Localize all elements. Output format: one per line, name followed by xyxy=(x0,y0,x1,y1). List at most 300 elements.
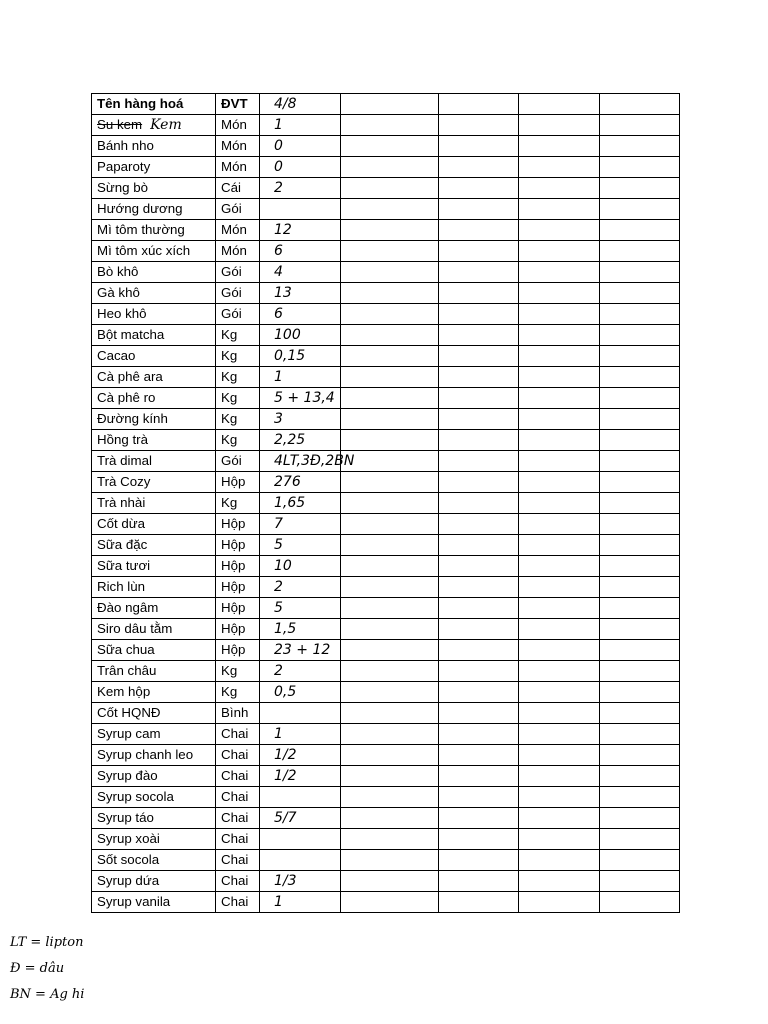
empty-cell xyxy=(341,808,439,829)
item-quantity: 0,15 xyxy=(260,346,341,367)
empty-cell xyxy=(600,409,680,430)
empty-cell xyxy=(439,745,519,766)
item-quantity: 0,5 xyxy=(260,682,341,703)
empty-cell xyxy=(600,640,680,661)
item-name-cell xyxy=(92,346,216,367)
item-quantity: 5 xyxy=(260,535,341,556)
item-unit: Kg xyxy=(216,346,260,367)
empty-cell xyxy=(519,892,600,913)
item-name-cell xyxy=(92,829,216,850)
item-unit: Chai xyxy=(216,766,260,787)
empty-cell xyxy=(600,94,680,115)
empty-cell xyxy=(439,766,519,787)
item-name: Bột matcha xyxy=(97,327,165,342)
empty-cell xyxy=(439,640,519,661)
item-unit: Kg xyxy=(216,682,260,703)
item-quantity xyxy=(260,703,341,724)
item-name: Sữa tươi xyxy=(97,558,151,573)
empty-cell xyxy=(439,94,519,115)
table-row xyxy=(92,871,680,892)
empty-cell xyxy=(519,283,600,304)
table-row xyxy=(92,325,680,346)
item-name-cell xyxy=(92,766,216,787)
item-name: Rich lùn xyxy=(97,579,146,594)
empty-cell xyxy=(519,787,600,808)
empty-cell xyxy=(439,115,519,136)
header-unit: ĐVT xyxy=(216,94,260,115)
table-row xyxy=(92,388,680,409)
empty-cell xyxy=(439,430,519,451)
item-name-cell xyxy=(92,598,216,619)
empty-cell xyxy=(439,283,519,304)
empty-cell xyxy=(519,682,600,703)
item-name-cell xyxy=(92,808,216,829)
item-name-cell xyxy=(92,157,216,178)
item-name: Mì tôm thường xyxy=(97,222,185,237)
empty-cell xyxy=(519,556,600,577)
item-name: Cà phê ara xyxy=(97,369,163,384)
table-row xyxy=(92,577,680,598)
handwritten-legend xyxy=(10,930,84,1008)
item-name: Sữa đặc xyxy=(97,537,148,552)
empty-cell xyxy=(519,262,600,283)
item-quantity: 23 + 12 xyxy=(260,640,341,661)
item-quantity: 6 xyxy=(260,304,341,325)
table-header-row xyxy=(92,94,680,115)
item-unit: Chai xyxy=(216,787,260,808)
table-row xyxy=(92,136,680,157)
empty-cell xyxy=(341,787,439,808)
table-row xyxy=(92,262,680,283)
item-name: Heo khô xyxy=(97,306,147,321)
empty-cell xyxy=(439,367,519,388)
empty-cell xyxy=(519,703,600,724)
item-name: Sừng bò xyxy=(97,180,149,195)
item-name: Gà khô xyxy=(97,285,140,300)
item-unit: Chai xyxy=(216,724,260,745)
item-name: Bánh nho xyxy=(97,138,154,153)
empty-cell xyxy=(341,115,439,136)
item-name-cell xyxy=(92,577,216,598)
item-name-cell xyxy=(92,682,216,703)
empty-cell xyxy=(519,514,600,535)
empty-cell xyxy=(519,535,600,556)
empty-cell xyxy=(519,619,600,640)
empty-cell xyxy=(600,157,680,178)
item-quantity: 5 xyxy=(260,598,341,619)
empty-cell xyxy=(519,367,600,388)
item-unit: Bình xyxy=(216,703,260,724)
item-quantity: 100 xyxy=(260,325,341,346)
item-unit: Món xyxy=(216,115,260,136)
empty-cell xyxy=(600,787,680,808)
empty-cell xyxy=(439,493,519,514)
item-quantity xyxy=(260,850,341,871)
item-name: Cốt HQNĐ xyxy=(97,705,161,720)
empty-cell xyxy=(341,430,439,451)
empty-cell xyxy=(439,451,519,472)
empty-cell xyxy=(600,556,680,577)
item-unit: Chai xyxy=(216,892,260,913)
empty-cell xyxy=(519,661,600,682)
item-unit: Hộp xyxy=(216,472,260,493)
handwritten-note: Kem xyxy=(150,117,182,133)
item-quantity: 1,5 xyxy=(260,619,341,640)
item-unit: Món xyxy=(216,220,260,241)
empty-cell xyxy=(341,241,439,262)
item-unit: Kg xyxy=(216,325,260,346)
item-unit: Hộp xyxy=(216,556,260,577)
empty-cell xyxy=(600,745,680,766)
empty-cell xyxy=(600,115,680,136)
item-name: Đào ngâm xyxy=(97,600,159,615)
item-quantity: 5/7 xyxy=(260,808,341,829)
empty-cell xyxy=(439,850,519,871)
item-name: Trà Cozy xyxy=(97,474,151,489)
item-name: Hướng dương xyxy=(97,201,183,216)
item-name: Trà nhài xyxy=(97,495,146,510)
empty-cell xyxy=(341,745,439,766)
empty-cell xyxy=(600,241,680,262)
empty-cell xyxy=(600,724,680,745)
item-name: Kem hộp xyxy=(97,684,151,699)
table-row xyxy=(92,661,680,682)
item-name: Syrup dứa xyxy=(97,873,160,888)
table-row xyxy=(92,409,680,430)
empty-cell xyxy=(341,871,439,892)
empty-cell xyxy=(341,325,439,346)
table-row xyxy=(92,493,680,514)
empty-cell xyxy=(600,850,680,871)
table-row xyxy=(92,724,680,745)
empty-cell xyxy=(341,409,439,430)
empty-cell xyxy=(519,157,600,178)
item-quantity: 12 xyxy=(260,220,341,241)
empty-cell xyxy=(600,535,680,556)
empty-cell xyxy=(600,451,680,472)
empty-cell xyxy=(519,724,600,745)
item-name-cell xyxy=(92,724,216,745)
table-row xyxy=(92,115,680,136)
table-row xyxy=(92,619,680,640)
empty-cell xyxy=(600,682,680,703)
item-name-cell xyxy=(92,745,216,766)
item-unit: Hộp xyxy=(216,535,260,556)
empty-cell xyxy=(439,682,519,703)
empty-cell xyxy=(519,199,600,220)
item-quantity: 0 xyxy=(260,157,341,178)
header-item-name: Tên hàng hoá xyxy=(92,94,216,115)
item-unit: Gói xyxy=(216,451,260,472)
item-unit: Hộp xyxy=(216,598,260,619)
empty-cell xyxy=(519,640,600,661)
empty-cell xyxy=(341,367,439,388)
item-name-cell xyxy=(92,388,216,409)
empty-cell xyxy=(341,682,439,703)
empty-cell xyxy=(341,514,439,535)
empty-cell xyxy=(519,304,600,325)
empty-cell xyxy=(341,766,439,787)
item-name-cell xyxy=(92,115,216,136)
empty-cell xyxy=(600,430,680,451)
item-name: Syrup xoài xyxy=(97,831,160,846)
empty-cell xyxy=(439,472,519,493)
item-name-cell xyxy=(92,430,216,451)
item-quantity: 1/3 xyxy=(260,871,341,892)
empty-cell xyxy=(341,199,439,220)
item-quantity xyxy=(260,199,341,220)
empty-cell xyxy=(341,220,439,241)
empty-cell xyxy=(341,136,439,157)
empty-cell xyxy=(519,829,600,850)
empty-cell xyxy=(341,892,439,913)
item-unit: Món xyxy=(216,241,260,262)
item-name-cell xyxy=(92,325,216,346)
item-name: Cốt dừa xyxy=(97,516,146,531)
item-quantity: 4LT,3Đ,2BN xyxy=(260,451,341,472)
empty-cell xyxy=(600,472,680,493)
item-quantity: 13 xyxy=(260,283,341,304)
item-name-cell xyxy=(92,619,216,640)
empty-cell xyxy=(600,493,680,514)
empty-cell xyxy=(439,829,519,850)
empty-cell xyxy=(519,241,600,262)
item-name-cell xyxy=(92,472,216,493)
empty-cell xyxy=(341,283,439,304)
item-unit: Kg xyxy=(216,661,260,682)
empty-cell xyxy=(519,577,600,598)
empty-cell xyxy=(600,514,680,535)
item-name-cell xyxy=(92,640,216,661)
legend-line: Đ = dâu xyxy=(10,961,65,976)
item-name-cell xyxy=(92,661,216,682)
empty-cell xyxy=(439,241,519,262)
item-unit: Chai xyxy=(216,850,260,871)
empty-cell xyxy=(439,598,519,619)
empty-cell xyxy=(439,325,519,346)
empty-cell xyxy=(439,703,519,724)
item-unit: Chai xyxy=(216,871,260,892)
table-row xyxy=(92,514,680,535)
empty-cell xyxy=(600,178,680,199)
empty-cell xyxy=(519,493,600,514)
item-name: Bò khô xyxy=(97,264,139,279)
empty-cell xyxy=(600,325,680,346)
item-name-cell xyxy=(92,409,216,430)
empty-cell xyxy=(439,157,519,178)
empty-cell xyxy=(341,157,439,178)
table-row xyxy=(92,892,680,913)
empty-cell xyxy=(600,598,680,619)
empty-cell xyxy=(341,598,439,619)
item-name-cell xyxy=(92,892,216,913)
item-unit: Gói xyxy=(216,262,260,283)
table-row xyxy=(92,283,680,304)
empty-cell xyxy=(341,703,439,724)
legend-line: LT = lipton xyxy=(10,935,84,950)
item-unit: Kg xyxy=(216,493,260,514)
item-name-cell xyxy=(92,199,216,220)
legend-line: BN = Ag hi xyxy=(10,987,85,1002)
item-quantity: 2,25 xyxy=(260,430,341,451)
empty-cell xyxy=(341,640,439,661)
item-unit: Hộp xyxy=(216,577,260,598)
item-unit: Món xyxy=(216,157,260,178)
item-quantity: 1/2 xyxy=(260,745,341,766)
empty-cell xyxy=(439,388,519,409)
empty-cell xyxy=(439,262,519,283)
table-row xyxy=(92,598,680,619)
item-name-cell xyxy=(92,220,216,241)
table-row xyxy=(92,745,680,766)
table-row xyxy=(92,829,680,850)
empty-cell xyxy=(439,724,519,745)
empty-cell xyxy=(600,367,680,388)
empty-cell xyxy=(341,493,439,514)
empty-cell xyxy=(341,94,439,115)
inventory-table xyxy=(91,93,680,913)
item-quantity: 5 + 13,4 xyxy=(260,388,341,409)
empty-cell xyxy=(519,451,600,472)
item-name: Mì tôm xúc xích xyxy=(97,243,191,258)
table-row xyxy=(92,241,680,262)
empty-cell xyxy=(600,388,680,409)
empty-cell xyxy=(439,136,519,157)
empty-cell xyxy=(519,388,600,409)
empty-cell xyxy=(341,178,439,199)
item-name-cell xyxy=(92,451,216,472)
item-unit: Gói xyxy=(216,304,260,325)
item-name-cell xyxy=(92,178,216,199)
empty-cell xyxy=(519,745,600,766)
item-name: Hồng trà xyxy=(97,432,148,447)
empty-cell xyxy=(341,451,439,472)
item-name-cell xyxy=(92,871,216,892)
empty-cell xyxy=(600,661,680,682)
table-row xyxy=(92,304,680,325)
item-quantity xyxy=(260,829,341,850)
empty-cell xyxy=(519,115,600,136)
empty-cell xyxy=(439,619,519,640)
empty-cell xyxy=(439,178,519,199)
empty-cell xyxy=(341,577,439,598)
item-name-cell xyxy=(92,136,216,157)
empty-cell xyxy=(439,892,519,913)
item-quantity: 1 xyxy=(260,115,341,136)
item-quantity: 6 xyxy=(260,241,341,262)
empty-cell xyxy=(341,829,439,850)
empty-cell xyxy=(439,535,519,556)
empty-cell xyxy=(519,136,600,157)
item-quantity: 10 xyxy=(260,556,341,577)
empty-cell xyxy=(600,766,680,787)
empty-cell xyxy=(341,304,439,325)
item-name: Syrup socola xyxy=(97,789,174,804)
item-name-cell xyxy=(92,241,216,262)
empty-cell xyxy=(341,388,439,409)
item-name: Syrup táo xyxy=(97,810,154,825)
empty-cell xyxy=(439,661,519,682)
table-row xyxy=(92,766,680,787)
table-row xyxy=(92,346,680,367)
empty-cell xyxy=(600,283,680,304)
empty-cell xyxy=(519,94,600,115)
empty-cell xyxy=(341,346,439,367)
table-row xyxy=(92,472,680,493)
empty-cell xyxy=(341,556,439,577)
empty-cell xyxy=(600,577,680,598)
item-name-cell xyxy=(92,850,216,871)
empty-cell xyxy=(600,703,680,724)
empty-cell xyxy=(600,136,680,157)
empty-cell xyxy=(600,871,680,892)
empty-cell xyxy=(439,220,519,241)
empty-cell xyxy=(341,724,439,745)
table-row xyxy=(92,850,680,871)
item-name: Syrup chanh leo xyxy=(97,747,194,762)
empty-cell xyxy=(519,178,600,199)
empty-cell xyxy=(519,325,600,346)
empty-cell xyxy=(341,619,439,640)
item-unit: Gói xyxy=(216,283,260,304)
table-row xyxy=(92,682,680,703)
empty-cell xyxy=(519,598,600,619)
empty-cell xyxy=(519,808,600,829)
item-name-cell xyxy=(92,283,216,304)
empty-cell xyxy=(439,577,519,598)
item-unit: Hộp xyxy=(216,640,260,661)
empty-cell xyxy=(519,409,600,430)
item-name: Syrup cam xyxy=(97,726,161,741)
empty-cell xyxy=(341,850,439,871)
item-unit: Cái xyxy=(216,178,260,199)
empty-cell xyxy=(600,220,680,241)
table-row xyxy=(92,787,680,808)
item-quantity xyxy=(260,787,341,808)
header-date: 4/8 xyxy=(260,94,341,115)
empty-cell xyxy=(341,661,439,682)
table-row xyxy=(92,157,680,178)
table-row xyxy=(92,556,680,577)
empty-cell xyxy=(600,808,680,829)
empty-cell xyxy=(519,472,600,493)
table-row xyxy=(92,178,680,199)
item-unit: Chai xyxy=(216,829,260,850)
item-unit: Kg xyxy=(216,430,260,451)
item-unit: Hộp xyxy=(216,619,260,640)
item-name-cell xyxy=(92,367,216,388)
item-quantity: 2 xyxy=(260,661,341,682)
item-name-cell xyxy=(92,304,216,325)
item-quantity: 0 xyxy=(260,136,341,157)
empty-cell xyxy=(519,850,600,871)
item-unit: Chai xyxy=(216,745,260,766)
empty-cell xyxy=(600,619,680,640)
item-unit: Gói xyxy=(216,199,260,220)
empty-cell xyxy=(600,199,680,220)
item-unit: Chai xyxy=(216,808,260,829)
empty-cell xyxy=(600,892,680,913)
table-row xyxy=(92,451,680,472)
empty-cell xyxy=(600,262,680,283)
item-unit: Món xyxy=(216,136,260,157)
empty-cell xyxy=(439,514,519,535)
item-name-cell xyxy=(92,535,216,556)
item-unit: Hộp xyxy=(216,514,260,535)
item-quantity: 1 xyxy=(260,367,341,388)
item-quantity: 3 xyxy=(260,409,341,430)
item-name-cell xyxy=(92,703,216,724)
